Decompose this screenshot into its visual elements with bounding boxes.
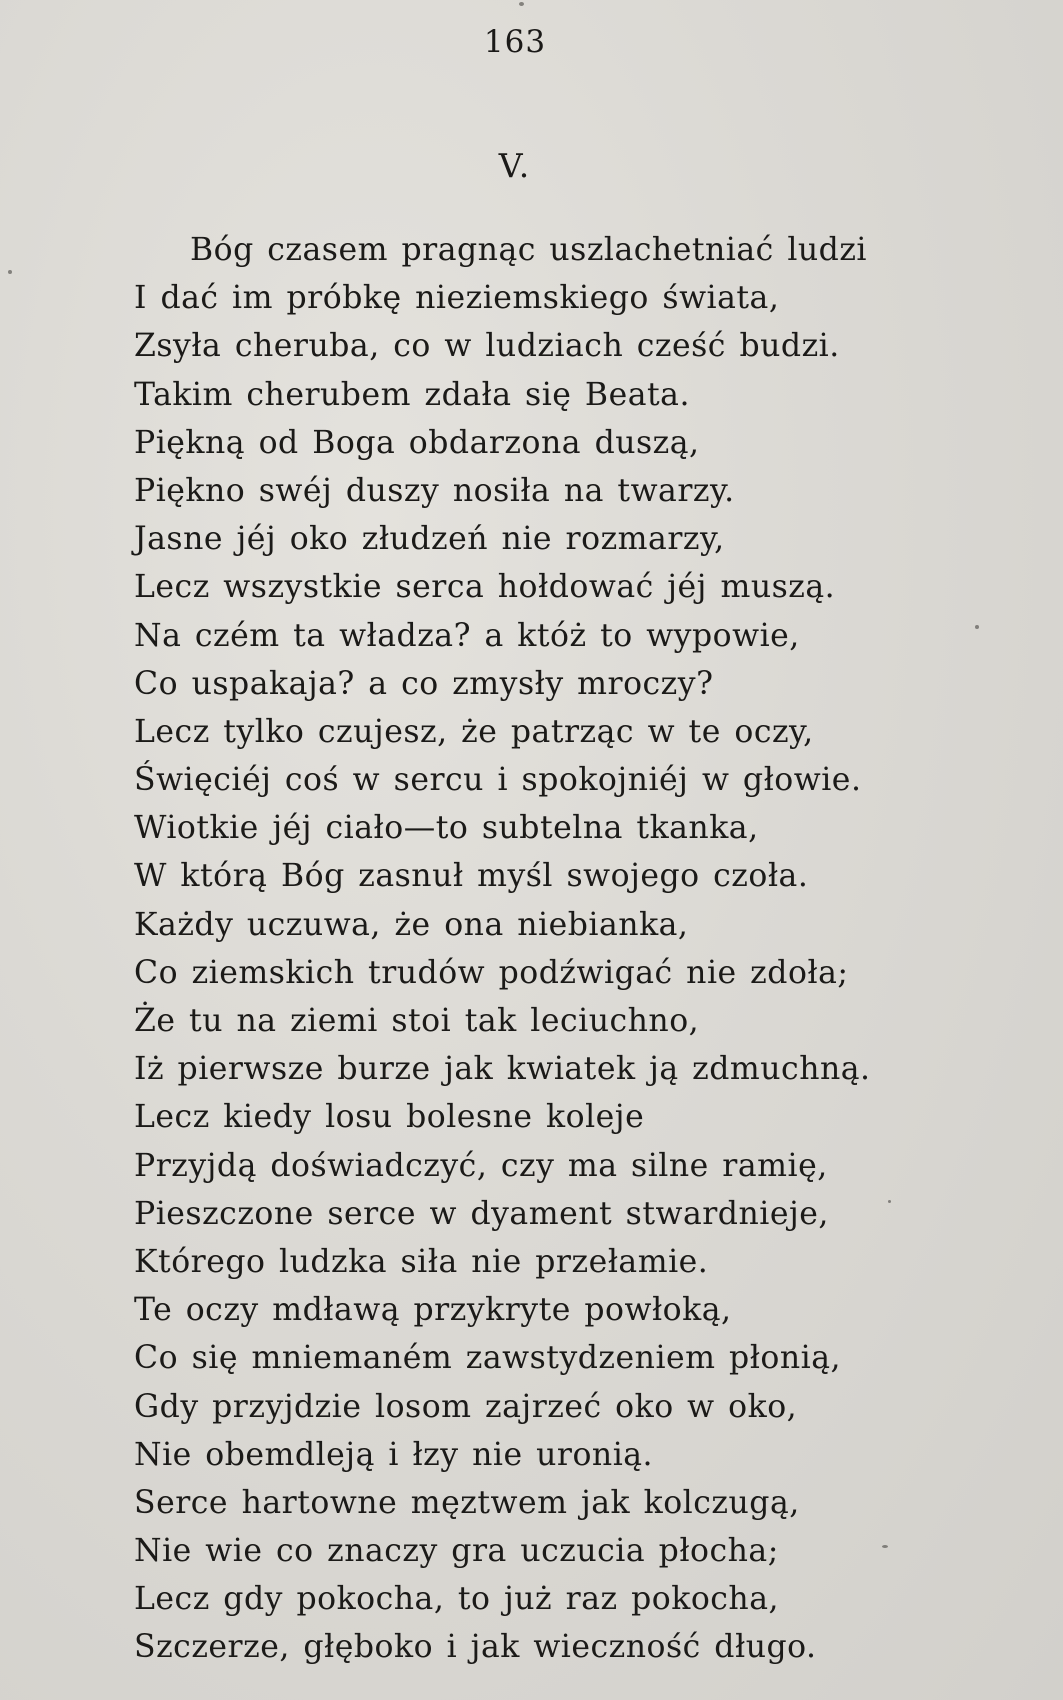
poem-line: I dać im próbkę nieziemskiego świata, — [134, 280, 780, 317]
poem-line: Piękną od Boga obdarzona duszą, — [134, 424, 700, 461]
poem-line: Że tu na ziemi stoi tak leciuchno, — [134, 1003, 700, 1039]
poem-line: Wiotkie jéj ciało—to subtelna tkanka, — [134, 810, 759, 847]
poem-line: Gdy przyjdzie losom zajrzeć oko w oko, — [134, 1388, 798, 1425]
poem-line: Te oczy mdławą przykryte powłoką, — [134, 1292, 732, 1329]
poem-line: Lecz gdy pokocha, to już raz pokocha, — [134, 1581, 780, 1618]
poem-line: Przyjdą doświadczyć, czy ma silne ramię, — [134, 1147, 828, 1184]
poem-line: Na czém ta władza? a któż to wypowie, — [134, 617, 800, 654]
dust-speck — [888, 1200, 891, 1203]
poem-line: Lecz wszystkie serca hołdować jéj muszą. — [134, 569, 836, 606]
poem-line: Pieszczone serce w dyament stwardnieje, — [134, 1195, 829, 1232]
poem-line: Nie wie co znaczy gra uczucia płocha; — [134, 1533, 779, 1570]
poem-line: Bóg czasem pragnąc uszlachetniać ludzi — [190, 232, 868, 268]
poem-line: Jasne jéj oko złudzeń nie rozmarzy, — [134, 521, 725, 558]
poem-line: Co uspakaja? a co zmysły mroczy? — [134, 665, 714, 702]
poem-line: Lecz kiedy losu bolesne koleje — [134, 1099, 645, 1136]
section-heading: V. — [498, 146, 532, 185]
poem-line: Szczerze, głęboko i jak wieczność długo. — [134, 1629, 817, 1666]
poem-line: Święciéj coś w sercu i spokojniéj w głowie. — [134, 762, 862, 799]
poem-line: Co się mniemaném zawstydzeniem płonią, — [134, 1340, 842, 1377]
poem-line: W którą Bóg zasnuł myśl swojego czoła. — [134, 858, 809, 895]
poem-line: Którego ludzka siła nie przełamie. — [134, 1243, 709, 1280]
poem-line: Serce hartowne męztwem jak kolczugą, — [134, 1484, 800, 1521]
dust-speck — [975, 625, 979, 629]
poem-line: Nie obemdleją i łzy nie uronią. — [134, 1436, 654, 1473]
poem-line: Piękno swéj duszy nosiła na twarzy. — [134, 472, 735, 509]
poem — [134, 226, 1034, 1672]
page-number: 163 — [483, 24, 547, 60]
poem-line: Iż pierwsze burze jak kwiatek ją zdmuchną. — [134, 1051, 871, 1088]
poem-line: Takim cherubem zdała się Beata. — [134, 376, 690, 413]
dust-speck — [519, 2, 524, 6]
dust-speck — [8, 270, 12, 274]
dust-speck — [882, 1545, 888, 1548]
poem-line: Każdy uczuwa, że ona niebianka, — [134, 906, 689, 943]
poem-line: Zsyła cheruba, co w ludziach cześć budzi. — [134, 328, 840, 365]
poem-line: Lecz tylko czujesz, że patrząc w te oczy, — [134, 713, 814, 750]
poem-line: Co ziemskich trudów podźwigać nie zdoła; — [134, 954, 849, 991]
